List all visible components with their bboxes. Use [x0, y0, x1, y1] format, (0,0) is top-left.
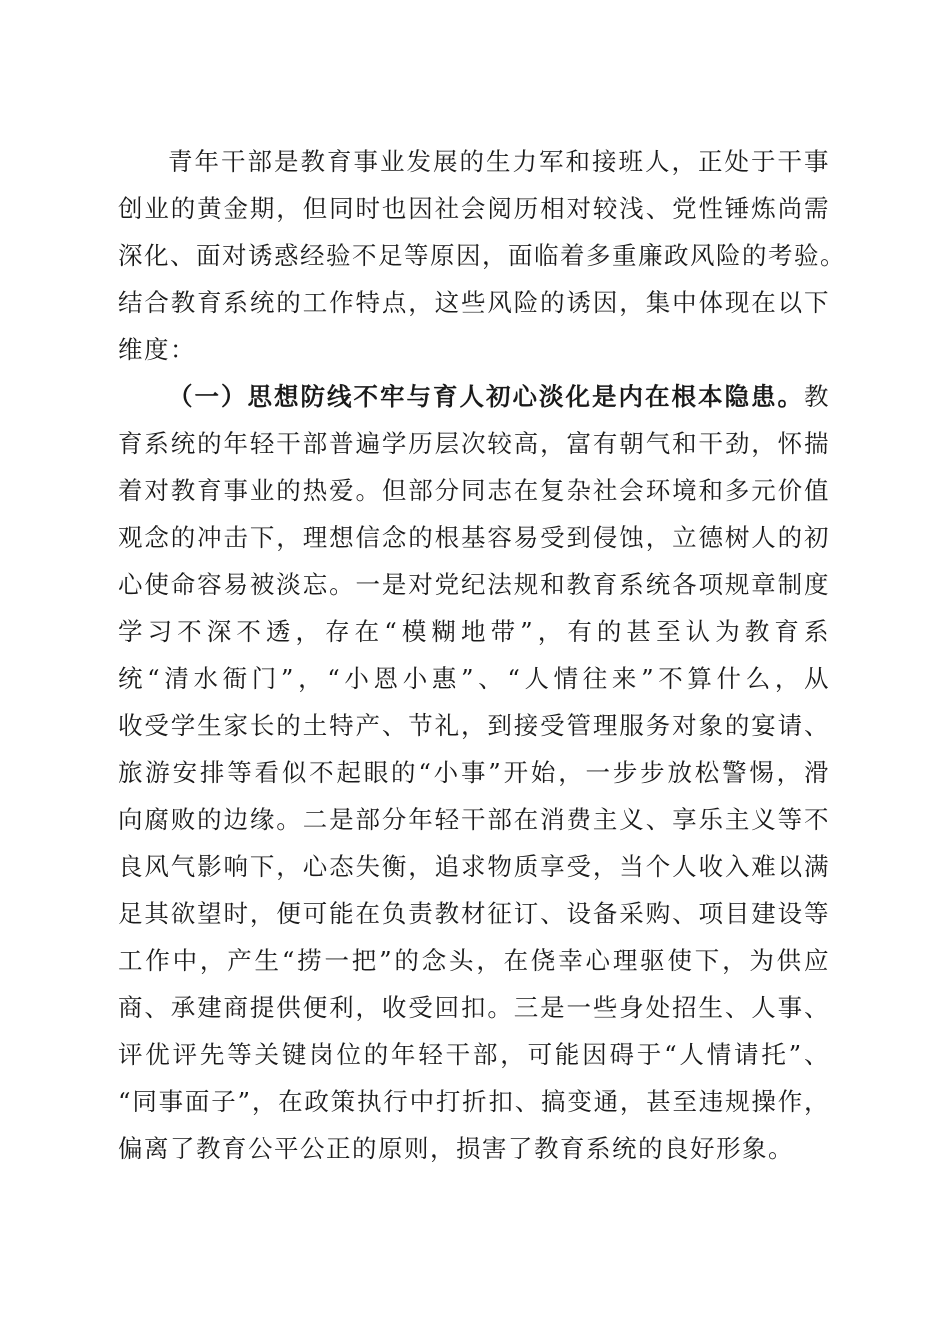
text-line: 旅游安排等看似不起眼的“小事”开始，一步步放松警惕，滑	[118, 758, 830, 787]
text-line: 工作中，产生“捞一把”的念头，在侥幸心理驱使下，为供应	[118, 946, 830, 975]
text-line: 偏离了教育公平公正的原则，损害了教育系统的良好形象。	[118, 1134, 794, 1163]
section-heading-line	[118, 373, 830, 420]
text-line: 维度：	[118, 335, 196, 364]
text-line: 青年干部是教育事业发展的生力军和接班人，正处于干事	[168, 147, 830, 176]
intro-paragraph	[118, 138, 846, 373]
text-line: 学习不深不透，存在“模糊地带”，有的甚至认为教育系	[118, 617, 830, 646]
text-line: 深化、面对诱惑经验不足等原因，面临着多重廉政风险的考验。	[118, 241, 846, 270]
text-line: 观念的冲击下，理想信念的根基容易受到侵蚀，立德树人的初	[118, 523, 830, 552]
text-line: 足其欲望时，便可能在负责教材征订、设备采购、项目建设等	[118, 899, 830, 928]
section-heading: （一）思想防线不牢与育人初心淡化是内在根本隐患。	[168, 382, 804, 411]
text-line: 结合教育系统的工作特点，这些风险的诱因，集中体现在以下	[118, 288, 830, 317]
text-line: 着对教育事业的热爱。但部分同志在复杂社会环境和多元价值	[118, 476, 830, 505]
text-line: 统“清水衙门”，“小恩小惠”、“人情往来”不算什么，从	[118, 664, 830, 693]
section-one-paragraph	[118, 373, 830, 1172]
document-body	[118, 138, 846, 1172]
text-line: 收受学生家长的土特产、节礼，到接受管理服务对象的宴请、	[118, 711, 830, 740]
text-line: “同事面子”，在政策执行中打折扣、搞变通，甚至违规操作，	[118, 1087, 830, 1116]
text-line: 创业的黄金期，但同时也因社会阅历相对较浅、党性锤炼尚需	[118, 194, 830, 223]
text-line: 育系统的年轻干部普遍学历层次较高，富有朝气和干劲，怀揣	[118, 429, 830, 458]
text-line: 评优评先等关键岗位的年轻干部，可能因碍于“人情请托”、	[118, 1040, 830, 1069]
text-line: 商、承建商提供便利，收受回扣。三是一些身处招生、人事、	[118, 993, 830, 1022]
text-line: 良风气影响下，心态失衡，追求物质享受，当个人收入难以满	[118, 852, 830, 881]
text-line: 心使命容易被淡忘。一是对党纪法规和教育系统各项规章制度	[118, 570, 830, 599]
text-fragment: 教	[804, 382, 830, 411]
text-line: 向腐败的边缘。二是部分年轻干部在消费主义、享乐主义等不	[118, 805, 830, 834]
